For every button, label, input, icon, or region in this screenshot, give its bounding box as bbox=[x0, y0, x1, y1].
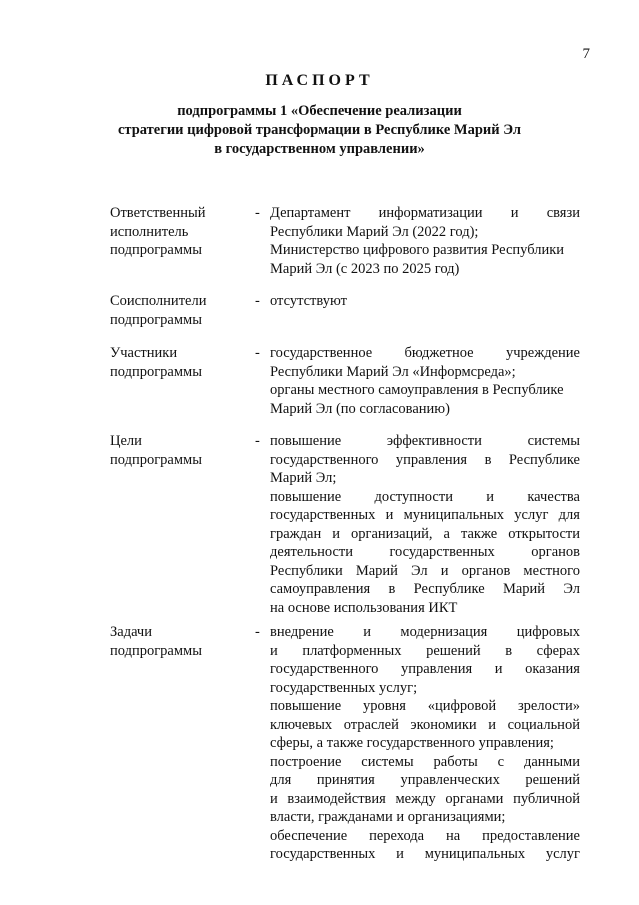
label-line: подпрограммы bbox=[110, 363, 202, 380]
value-word: принятия bbox=[316, 772, 375, 788]
value-word: в bbox=[505, 642, 513, 659]
value-word: учреждение bbox=[505, 345, 580, 361]
value-word: связи bbox=[546, 205, 580, 221]
value-word: Республике bbox=[413, 581, 485, 597]
row-dash: - bbox=[255, 345, 260, 361]
value-word: управления bbox=[395, 451, 468, 468]
value-word: управления bbox=[400, 661, 473, 677]
value-line: Республики Марий Эл (2022 год); bbox=[270, 223, 479, 240]
value-word: услуг bbox=[514, 507, 549, 523]
value-word: Марий bbox=[502, 581, 546, 597]
value-word: взаимодействия bbox=[287, 790, 386, 807]
row-value bbox=[270, 344, 580, 418]
value-word: и bbox=[270, 642, 278, 659]
value-line bbox=[270, 623, 580, 642]
value-word: доступности bbox=[374, 488, 453, 505]
value-line bbox=[270, 543, 580, 562]
value-line: органы местного самоуправления в Республике bbox=[270, 382, 564, 398]
label-line: Задачи bbox=[110, 624, 152, 640]
value-line bbox=[270, 697, 580, 716]
value-word: Республики bbox=[270, 562, 343, 579]
value-line bbox=[270, 562, 580, 581]
value-word: для bbox=[270, 772, 292, 788]
value-line bbox=[270, 506, 580, 525]
value-word: отраслей bbox=[343, 716, 399, 733]
row-dash: - bbox=[255, 205, 260, 221]
value-line bbox=[270, 845, 580, 864]
value-line bbox=[270, 660, 580, 679]
value-word: эффективности bbox=[386, 433, 482, 449]
value-word: оказания bbox=[525, 661, 580, 677]
value-line: отсутствуют bbox=[270, 293, 347, 309]
value-line: сферы, а также государственного управления; bbox=[270, 735, 554, 751]
value-word: также bbox=[460, 525, 498, 542]
row-label bbox=[110, 292, 250, 329]
value-word: Марий bbox=[355, 562, 398, 579]
label-line: Ответственный bbox=[110, 205, 206, 221]
value-word: управленческих bbox=[400, 772, 500, 788]
value-word: цифровых bbox=[516, 624, 580, 640]
value-word: и bbox=[385, 507, 394, 523]
value-line: государственных услуг; bbox=[270, 679, 418, 696]
value-word: государственных bbox=[270, 507, 376, 523]
value-line: Марий Эл (с 2023 по 2025 год) bbox=[270, 260, 460, 277]
value-line bbox=[270, 488, 580, 507]
value-word: зрелости» bbox=[517, 698, 580, 714]
value-line: Республики Марий Эл «Информсреда»; bbox=[270, 363, 516, 380]
value-line bbox=[270, 716, 580, 735]
value-line bbox=[270, 344, 580, 363]
value-word: экономики bbox=[410, 716, 477, 733]
value-word: Эл bbox=[563, 581, 580, 597]
value-line: Марий Эл (по согласованию) bbox=[270, 400, 450, 417]
value-word: ключевых bbox=[270, 716, 333, 733]
value-word: предоставление bbox=[482, 827, 580, 844]
label-line: подпрограммы bbox=[110, 451, 202, 468]
value-word: муниципальных bbox=[424, 846, 526, 862]
label-line: Цели bbox=[110, 433, 142, 449]
value-word: Республике bbox=[508, 451, 580, 468]
value-word: системы bbox=[527, 433, 580, 449]
value-word: государственного bbox=[270, 451, 379, 468]
value-line bbox=[270, 580, 580, 599]
value-word: государственное bbox=[270, 345, 373, 361]
value-word: и bbox=[396, 846, 404, 862]
row-value bbox=[270, 623, 580, 864]
label-line: исполнитель bbox=[110, 223, 189, 240]
value-word: местного bbox=[523, 562, 580, 579]
subtitle-line: подпрограммы 1 «Обеспечение реализации bbox=[177, 103, 462, 119]
value-word: повышение bbox=[270, 698, 342, 714]
value-word: государственных bbox=[389, 544, 495, 560]
label-line: подпрограммы bbox=[110, 242, 202, 258]
value-word: и bbox=[440, 562, 449, 579]
value-word: решений bbox=[525, 772, 580, 788]
value-word: внедрение bbox=[270, 624, 334, 640]
value-word: а bbox=[443, 525, 450, 542]
value-word: платформенных bbox=[302, 642, 402, 659]
value-word: данными bbox=[523, 753, 580, 770]
value-line bbox=[270, 642, 580, 661]
value-line bbox=[270, 525, 580, 544]
page-number: 7 bbox=[582, 46, 590, 62]
value-word: деятельности bbox=[270, 544, 354, 560]
value-word: решений bbox=[426, 642, 481, 659]
value-word: сферах bbox=[536, 642, 580, 659]
label-line: подпрограммы bbox=[110, 642, 202, 659]
value-line bbox=[270, 451, 580, 470]
value-word: и bbox=[510, 205, 519, 221]
value-word: Эл bbox=[411, 562, 428, 579]
value-word: публичной bbox=[513, 790, 580, 807]
value-word: и bbox=[494, 661, 503, 677]
value-word: услуг bbox=[545, 846, 580, 862]
value-word: муниципальных bbox=[403, 507, 505, 523]
row-dash: - bbox=[255, 433, 260, 449]
value-line bbox=[270, 204, 580, 223]
value-word: обеспечение bbox=[270, 827, 348, 844]
value-word: на bbox=[445, 827, 461, 844]
label-line: Соисполнители bbox=[110, 293, 207, 309]
value-line: Марий Эл; bbox=[270, 470, 337, 486]
value-word: построение bbox=[270, 753, 342, 770]
row-value bbox=[270, 204, 580, 278]
value-line: власти, гражданами и организациями; bbox=[270, 809, 506, 825]
value-word: информатизации bbox=[378, 205, 483, 221]
row-value bbox=[270, 432, 580, 617]
value-word: органов bbox=[461, 562, 511, 579]
page-title: ПАСПОРТ bbox=[265, 72, 374, 89]
value-word: бюджетное bbox=[404, 345, 474, 361]
value-word: и bbox=[363, 624, 372, 640]
row-dash: - bbox=[255, 293, 260, 309]
value-word: работы bbox=[433, 753, 478, 770]
label-line: подпрограммы bbox=[110, 311, 202, 328]
subtitle-line: стратегии цифровой трансформации в Республике Марий Эл bbox=[118, 122, 521, 138]
value-word: в bbox=[388, 581, 396, 597]
value-word: организаций, bbox=[351, 525, 433, 542]
value-word: качества bbox=[527, 488, 580, 505]
value-word: системы bbox=[361, 753, 414, 770]
value-word: самоуправления bbox=[270, 581, 371, 597]
row-label bbox=[110, 432, 250, 469]
label-line: Участники bbox=[110, 345, 178, 361]
value-word: государственного bbox=[270, 661, 379, 677]
subtitle bbox=[100, 102, 539, 159]
value-line bbox=[270, 432, 580, 451]
value-line bbox=[270, 827, 580, 846]
subtitle-line: в государственном управлении» bbox=[214, 141, 425, 157]
value-word: и bbox=[332, 525, 341, 542]
row-label bbox=[110, 623, 250, 660]
row-label bbox=[110, 344, 250, 381]
value-line bbox=[270, 771, 580, 790]
value-word: уровня bbox=[362, 698, 406, 714]
value-word: и bbox=[486, 488, 495, 505]
value-word: граждан bbox=[270, 525, 322, 542]
value-line: Министерство цифрового развития Республики bbox=[270, 242, 565, 258]
value-word: открытости bbox=[508, 525, 580, 542]
value-word: повышение bbox=[270, 433, 342, 449]
value-word: органов bbox=[531, 544, 580, 560]
value-word: в bbox=[484, 451, 492, 468]
value-word: социальной bbox=[507, 716, 580, 733]
value-word: и bbox=[270, 790, 278, 807]
row-value bbox=[270, 292, 580, 311]
value-word: государственных bbox=[270, 846, 376, 862]
value-word: повышение bbox=[270, 488, 342, 505]
value-word: с bbox=[497, 753, 505, 770]
value-word: перехода bbox=[369, 827, 425, 844]
value-line bbox=[270, 790, 580, 809]
value-word: модернизация bbox=[400, 624, 488, 640]
row-dash: - bbox=[255, 624, 260, 640]
value-word: Департамент bbox=[270, 205, 351, 221]
value-word: органами bbox=[445, 790, 504, 807]
row-label bbox=[110, 204, 250, 260]
value-line bbox=[270, 753, 580, 772]
value-word: «цифровой bbox=[427, 698, 497, 714]
value-word: и bbox=[488, 716, 496, 733]
value-word: для bbox=[558, 507, 580, 523]
value-line: на основе использования ИКТ bbox=[270, 599, 458, 616]
value-word: между bbox=[395, 790, 436, 807]
